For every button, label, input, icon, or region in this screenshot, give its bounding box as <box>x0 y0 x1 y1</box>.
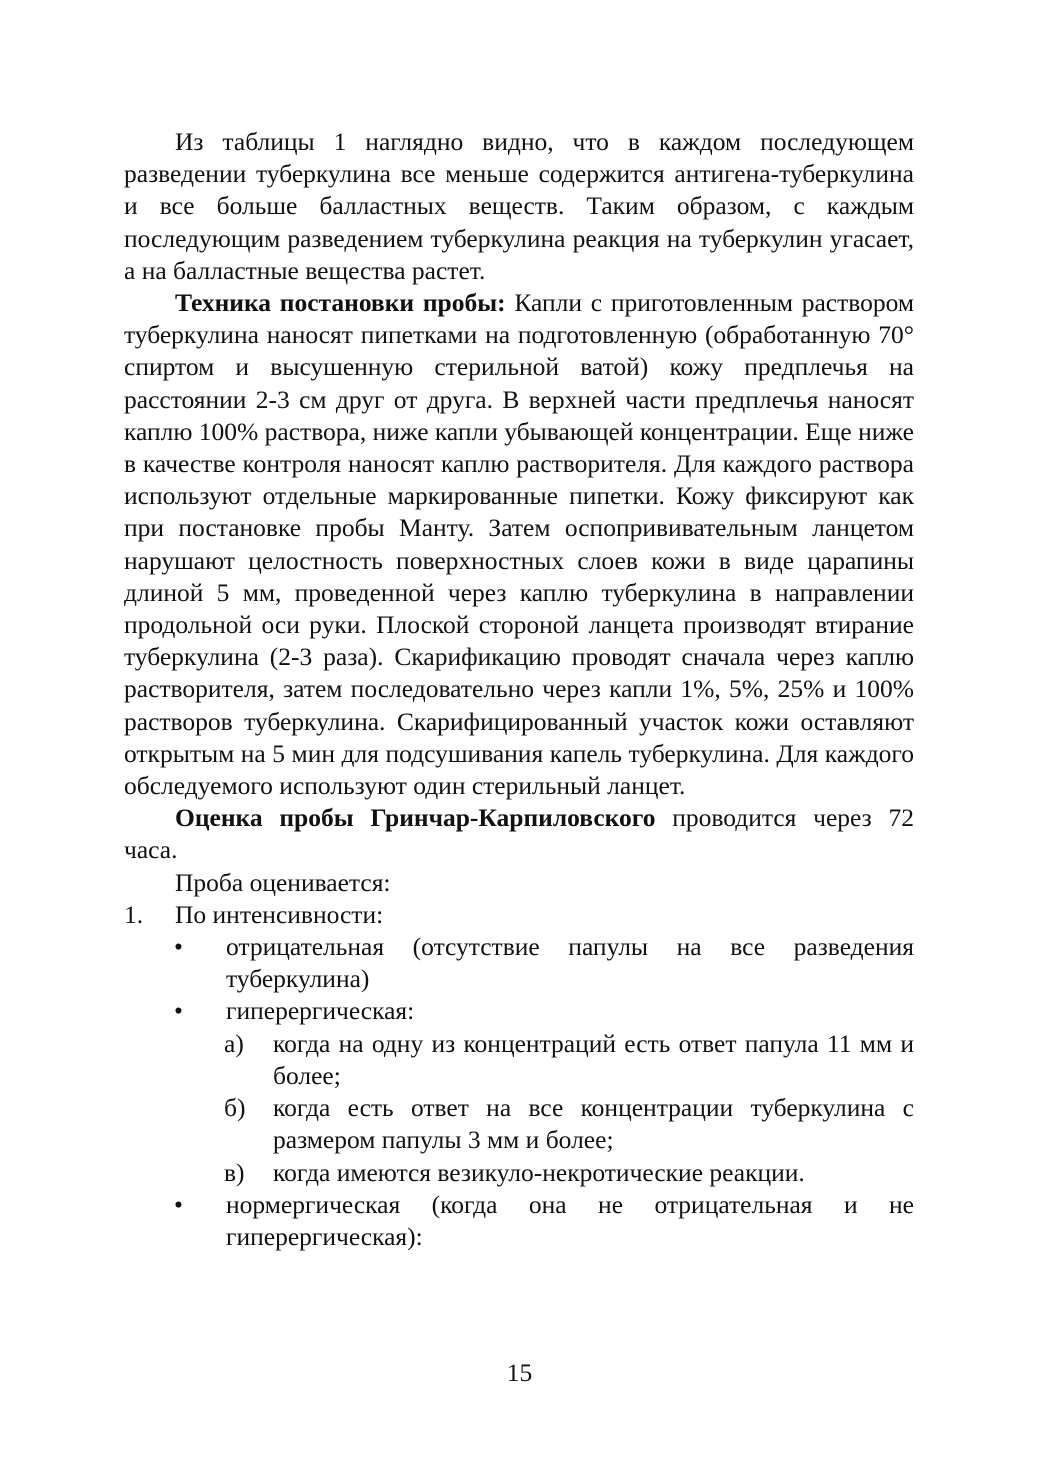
paragraph-intro: Из таблицы 1 наглядно видно, что в каждом последующем разведении туберкулина все меньше содержится антигена-туберкулина и все больше балластных веществ. Таким образом, с каждым последующим разведением туберкулина реакция на туберкулин угасает, а на балластные вещества растет. <box>124 127 914 285</box>
assessment-text: проводится через 72 часа. <box>124 803 914 865</box>
paragraph-evaluated: Проба оценивается: <box>175 867 391 897</box>
body-text <box>124 126 914 1253</box>
bullet-icon: • <box>174 996 183 1026</box>
list-number: 1. <box>124 899 144 929</box>
technique-heading: Техника постановки пробы: <box>175 288 506 318</box>
sub-item <box>124 1157 914 1189</box>
sub-item-marker: а) <box>224 1028 244 1058</box>
paragraph-assessment <box>124 802 914 866</box>
bullet-item <box>124 995 914 1027</box>
bullet-item <box>124 931 914 995</box>
sub-item <box>124 1092 914 1156</box>
technique-text: Капли с приготовленным раствором туберкулина наносят пипетками на подготовленную (обработанную 70° спиртом и высушенную стерильной ватой) кожу предплечья на расстоянии 2-3 см друг от друга. В верхней части предплечья наносят каплю 100% раствора, ниже капли убывающей концентрации. Еще ниже в качестве контроля наносят каплю растворителя. Для каждого раствора используют отдельные маркированные пипетки. Кожу фиксируют как при постановке пробы Манту. Затем оспопрививательным ланцетом нарушают целостность поверхностных слоев кожи в виде царапины длиной 5 мм, проведенной через каплю туберкулина в направлении продольной оси руки. Плоской стороной ланцета производят втирание туберкулина (2-3 раза). Скарификацию проводят сначала через каплю растворителя, затем последовательно через капли 1%, 5%, 25% и 100% растворов туберкулина. Скарифицированный участок кожи оставляют открытым на 5 мин для подсушивания капель туберкулина. Для каждого обследуемого используют один стерильный ланцет. <box>124 288 915 801</box>
bullet-text: гиперергическая: <box>226 996 415 1026</box>
bullet-icon: • <box>174 932 183 962</box>
list-item-label: По интенсивности: <box>175 899 384 929</box>
sub-item-text: когда на одну из концентраций есть ответ папула 11 мм и более; <box>273 1028 914 1090</box>
sub-item-text: когда имеются везикуло-некротические реакции. <box>273 1157 805 1187</box>
bullet-icon: • <box>174 1189 183 1219</box>
bullet-item <box>124 1189 914 1253</box>
paragraph-technique <box>124 287 914 802</box>
sub-item <box>124 1028 914 1092</box>
page-number: 15 <box>506 1358 533 1387</box>
bullet-text: отрицательная (отсутствие папулы на все разведения туберкулина) <box>226 932 914 994</box>
sub-item-marker: б) <box>224 1093 246 1123</box>
bullet-text: нормергическая (когда она не отрицательная и не гиперергическая): <box>226 1189 914 1251</box>
sub-item-text: когда есть ответ на все концентрации туберкулина с размером папулы 3 мм и более; <box>273 1093 914 1155</box>
list-item-1 <box>124 899 914 931</box>
assessment-heading: Оценка пробы Гринчар-Карпиловского <box>175 803 656 833</box>
sub-item-marker: в) <box>224 1157 245 1187</box>
